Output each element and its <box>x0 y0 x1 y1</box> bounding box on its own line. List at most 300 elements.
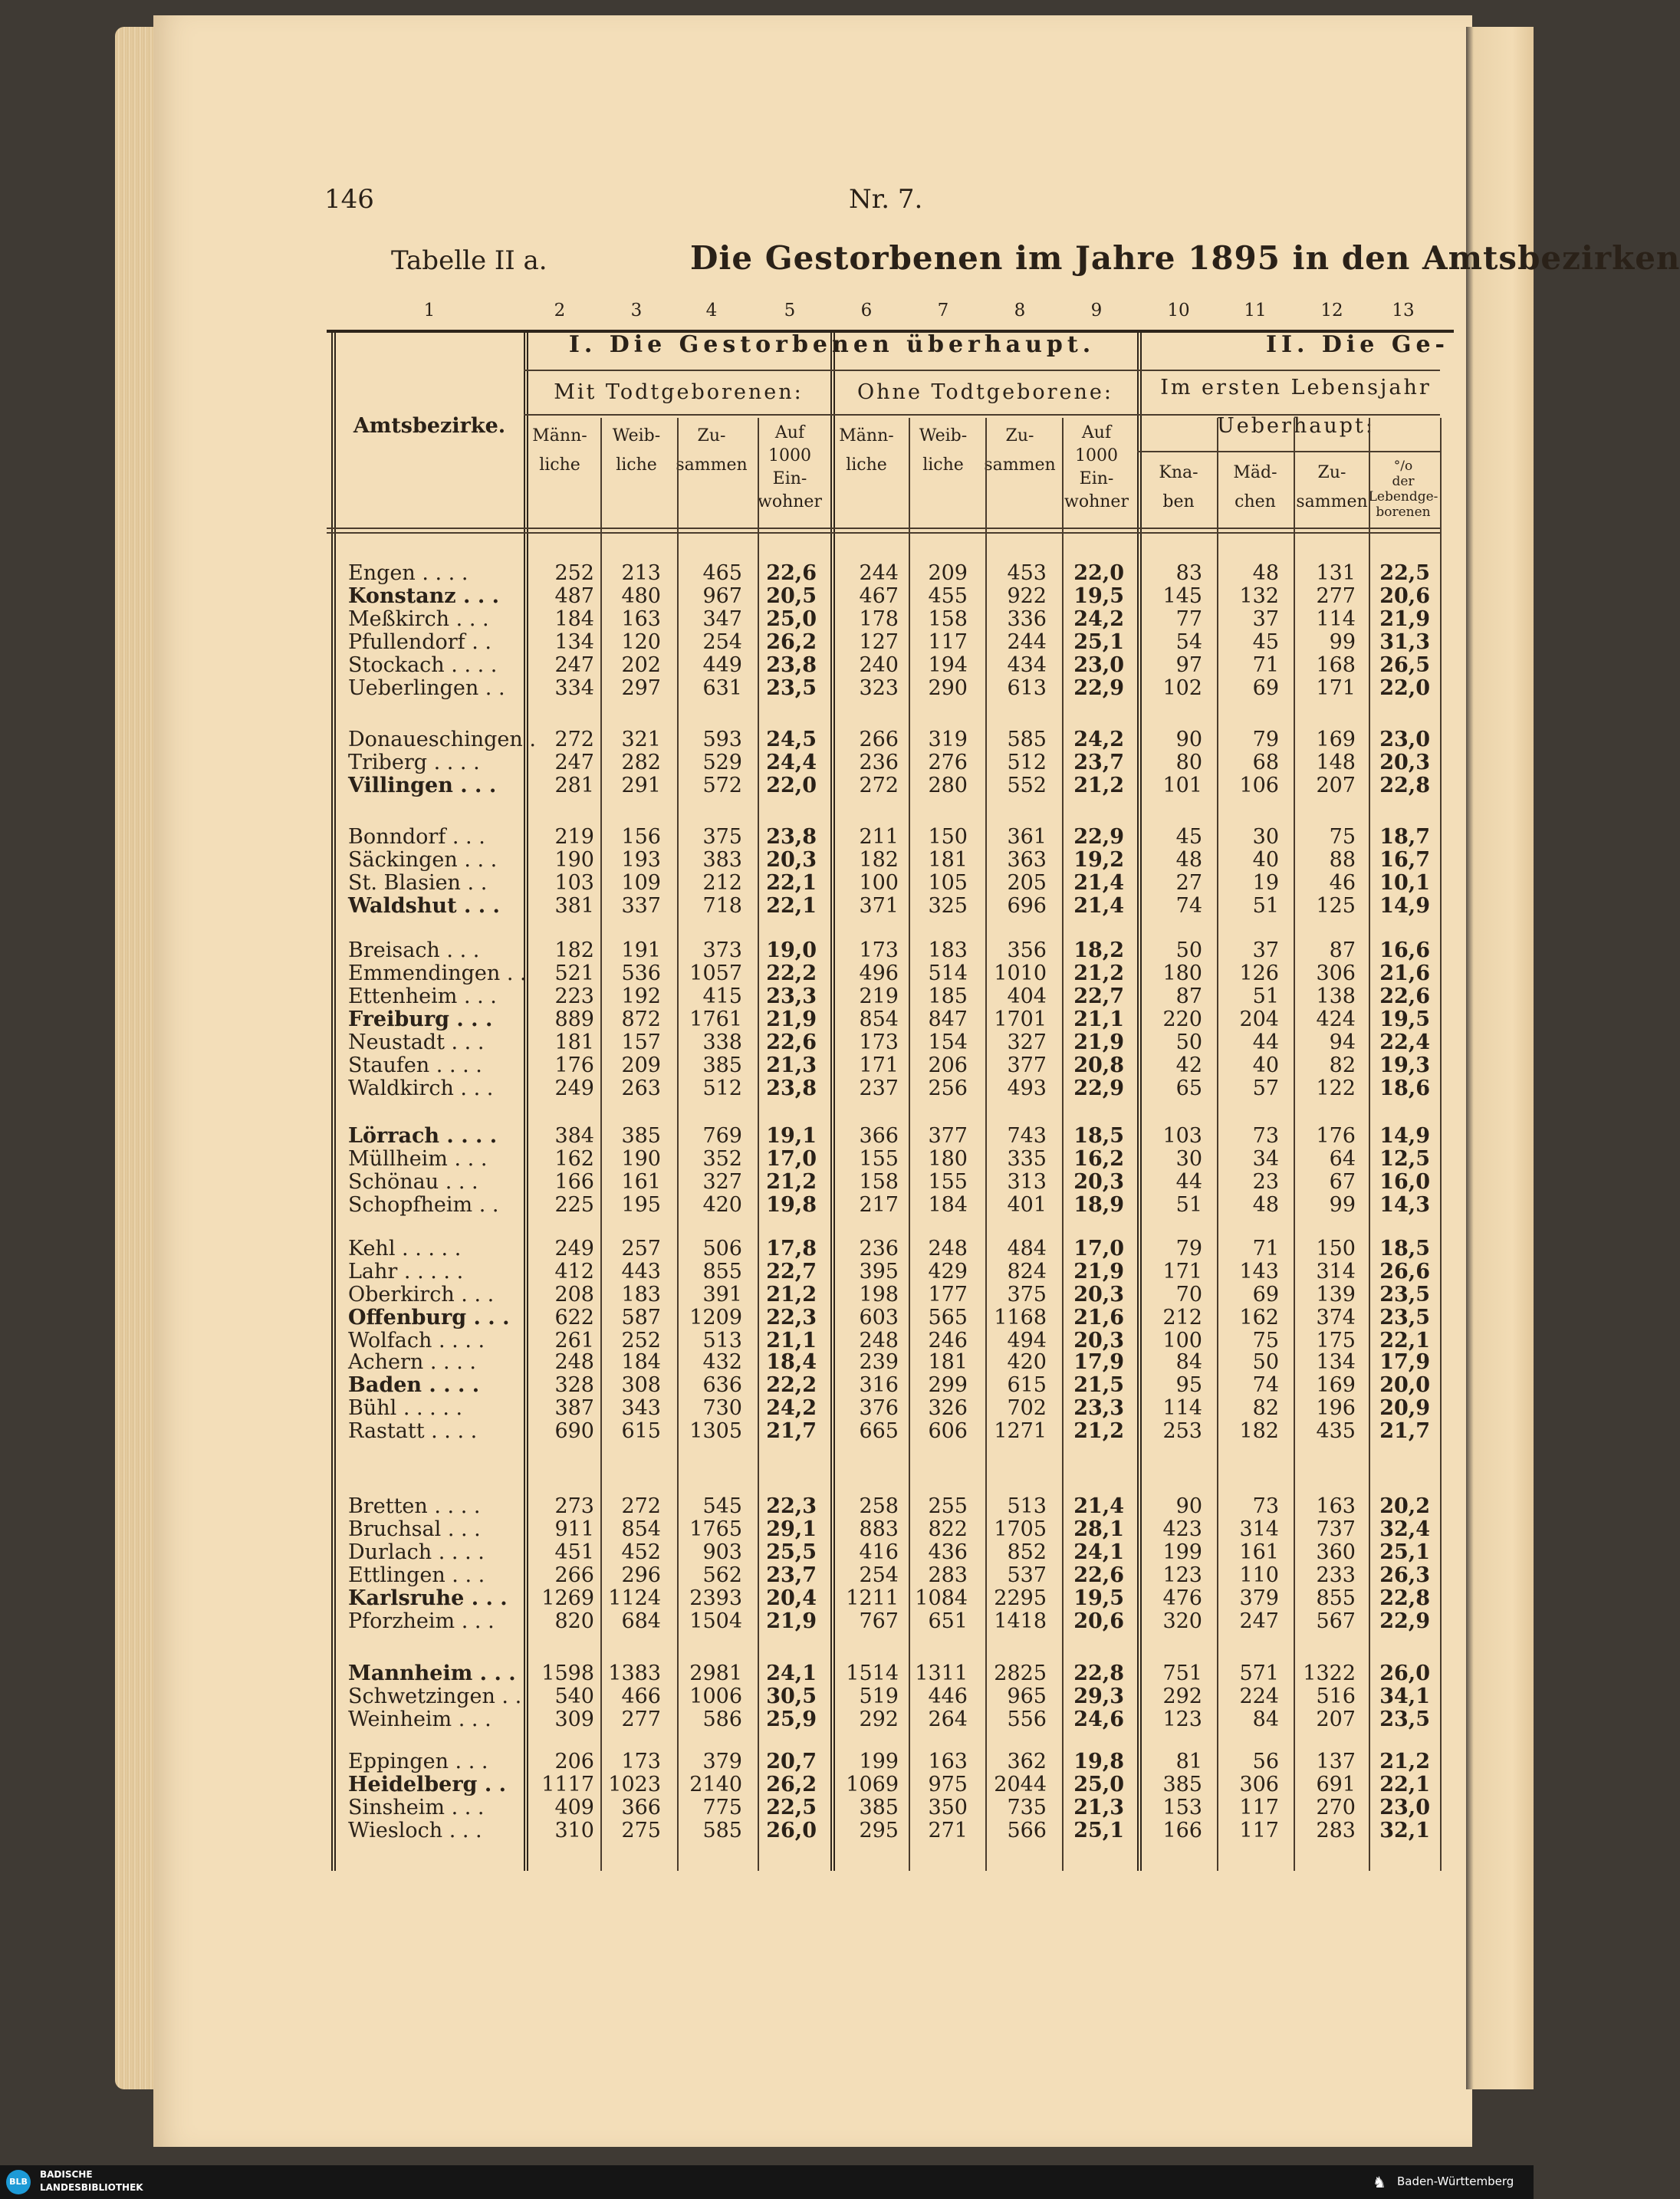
header-ohne-todtgeborene: Ohne Todtgeborene: <box>857 380 1113 404</box>
table-cell: 415 <box>702 984 742 1008</box>
table-cell: 19,1 <box>766 1124 817 1148</box>
column-header-line: Männ- <box>532 426 587 445</box>
table-cell: 37 <box>1252 607 1279 631</box>
table-cell: 424 <box>1316 1007 1356 1031</box>
table-cell: 110 <box>1239 1563 1279 1587</box>
table-cell: 314 <box>1316 1260 1356 1284</box>
column-header-line: Zu- <box>697 426 726 445</box>
table-cell: 21,6 <box>1073 1306 1124 1330</box>
table-cell: 132 <box>1239 584 1279 608</box>
table-cell: 299 <box>928 1373 968 1397</box>
table-cell: 21,3 <box>766 1053 817 1077</box>
column-header-line: chen <box>1235 492 1276 511</box>
district-name: Konstanz . . . <box>348 584 500 608</box>
table-cell: 40 <box>1252 848 1279 872</box>
table-cell: 309 <box>554 1708 594 1731</box>
district-name: Wolfach . . . . <box>348 1329 485 1353</box>
table-cell: 45 <box>1252 630 1279 654</box>
table-cell: 466 <box>621 1685 661 1708</box>
table-cell: 449 <box>702 653 742 677</box>
table-cell: 313 <box>1007 1170 1047 1194</box>
table-cell: 31,3 <box>1379 630 1430 654</box>
table-cell: 1383 <box>608 1662 661 1685</box>
table-cell: 21,3 <box>1073 1796 1124 1819</box>
column-header-line: Ein- <box>772 469 807 488</box>
district-name: Villingen . . . <box>348 774 497 797</box>
table-cell: 622 <box>554 1306 594 1330</box>
table-cell: 1023 <box>608 1773 661 1796</box>
table-cell: 14,9 <box>1379 1124 1430 1148</box>
table-cell: 603 <box>859 1306 899 1330</box>
table-cell: 24,5 <box>766 728 817 751</box>
table-cell: 22,9 <box>1073 1076 1124 1100</box>
column-header-prozent <box>1366 459 1440 520</box>
table-cell: 261 <box>554 1329 594 1353</box>
table-cell: 180 <box>1162 961 1202 985</box>
table-cell: 651 <box>928 1609 968 1633</box>
table-cell: 50 <box>1175 1030 1202 1054</box>
table-cell: 1765 <box>689 1517 742 1541</box>
table-cell: 1084 <box>915 1586 968 1610</box>
district-name: St. Blasien . . <box>348 871 488 895</box>
table-cell: 23,8 <box>766 653 817 677</box>
column-header-line: wohner <box>758 492 822 511</box>
table-cell: 156 <box>621 825 661 849</box>
table-cell: 169 <box>1316 1373 1356 1397</box>
table-cell: 178 <box>859 607 899 631</box>
table-cell: 585 <box>1007 728 1047 751</box>
table-cell: 57 <box>1252 1076 1279 1100</box>
district-name: Waldkirch . . . <box>348 1076 494 1100</box>
district-name: Waldshut . . . <box>348 894 500 918</box>
table-cell: 182 <box>859 848 899 872</box>
table-cell: 24,2 <box>1073 728 1124 751</box>
table-cell: 206 <box>554 1750 594 1773</box>
table-cell: 177 <box>928 1283 968 1307</box>
table-cell: 158 <box>859 1170 899 1194</box>
table-cell: 22,3 <box>766 1306 817 1330</box>
column-header-line: Kna- <box>1159 463 1198 482</box>
table-cell: 21,9 <box>766 1609 817 1633</box>
table-cell: 240 <box>859 653 899 677</box>
table-cell: 327 <box>1007 1030 1047 1054</box>
table-row <box>0 1750 1457 1773</box>
table-cell: 295 <box>859 1819 899 1842</box>
table-cell: 16,2 <box>1073 1147 1124 1171</box>
table-cell: 24,1 <box>766 1662 817 1685</box>
column-header-maennliche <box>830 422 903 480</box>
table-cell: 30 <box>1252 825 1279 849</box>
table-cell: 2140 <box>689 1773 742 1796</box>
table-cell: 631 <box>702 676 742 700</box>
table-cell: 22,6 <box>1379 984 1430 1008</box>
table-cell: 820 <box>554 1609 594 1633</box>
table-cell: 18,7 <box>1379 825 1430 849</box>
table-cell: 1504 <box>689 1609 742 1633</box>
table-cell: 206 <box>928 1053 968 1077</box>
table-cell: 87 <box>1175 984 1202 1008</box>
table-cell: 374 <box>1316 1306 1356 1330</box>
table-cell: 566 <box>1007 1819 1047 1842</box>
table-cell: 737 <box>1316 1517 1356 1541</box>
table-cell: 50 <box>1252 1350 1279 1374</box>
table-cell: 593 <box>702 728 742 751</box>
table-row <box>0 1819 1457 1842</box>
table-cell: 316 <box>859 1373 899 1397</box>
table-cell: 476 <box>1162 1586 1202 1610</box>
table-row <box>0 1125 1457 1148</box>
page-number: 146 <box>324 184 374 215</box>
table-cell: 254 <box>859 1563 899 1587</box>
table-cell: 22,1 <box>1379 1329 1430 1353</box>
table-cell: 480 <box>621 584 661 608</box>
table-cell: 131 <box>1316 561 1356 585</box>
table-cell: 154 <box>928 1030 968 1054</box>
table-cell: 73 <box>1252 1494 1279 1518</box>
table-cell: 26,2 <box>766 630 817 654</box>
table-cell: 18,5 <box>1073 1124 1124 1148</box>
table-cell: 1124 <box>608 1586 661 1610</box>
table-row <box>0 1008 1457 1031</box>
column-header-line: wohner <box>1064 492 1129 511</box>
table-column-rule <box>758 418 759 1871</box>
table-cell: 273 <box>554 1494 594 1518</box>
table-row <box>0 774 1457 797</box>
column-header-line: der <box>1392 474 1415 489</box>
table-cell: 487 <box>554 584 594 608</box>
table-cell: 297 <box>621 676 661 700</box>
table-row <box>0 1171 1457 1194</box>
table-cell: 665 <box>859 1419 899 1443</box>
table-cell: 1211 <box>846 1586 899 1610</box>
table-cell: 50 <box>1175 938 1202 962</box>
table-cell: 246 <box>928 1329 968 1353</box>
table-column-rule <box>1440 418 1442 1871</box>
table-cell: 199 <box>859 1750 899 1773</box>
table-cell: 292 <box>1162 1685 1202 1708</box>
table-cell: 21,6 <box>1379 961 1430 985</box>
district-name: Ettlingen . . . <box>348 1563 485 1587</box>
table-left-rule <box>331 330 336 1871</box>
table-row <box>0 895 1457 918</box>
district-name: Staufen . . . . <box>348 1053 482 1077</box>
table-row-rule <box>327 528 1440 529</box>
table-cell: 536 <box>621 961 661 985</box>
table-row <box>0 1307 1457 1330</box>
table-cell: 23,8 <box>766 1076 817 1100</box>
table-cell: 247 <box>1239 1609 1279 1633</box>
table-cell: 183 <box>928 938 968 962</box>
table-cell: 335 <box>1007 1147 1047 1171</box>
table-cell: 19,8 <box>766 1193 817 1217</box>
table-cell: 176 <box>554 1053 594 1077</box>
table-cell: 21,4 <box>1073 894 1124 918</box>
table-cell: 190 <box>554 848 594 872</box>
table-cell: 385 <box>702 1053 742 1077</box>
table-cell: 27 <box>1175 871 1202 895</box>
table-cell: 184 <box>621 1350 661 1374</box>
table-cell: 375 <box>702 825 742 849</box>
table-cell: 25,0 <box>1073 1773 1124 1796</box>
table-cell: 883 <box>859 1517 899 1541</box>
table-cell: 252 <box>621 1329 661 1353</box>
table-row <box>0 728 1457 751</box>
column-header-weibliche <box>600 422 673 480</box>
table-cell: 219 <box>554 825 594 849</box>
table-cell: 409 <box>554 1796 594 1819</box>
table-cell: 465 <box>702 561 742 585</box>
table-cell: 114 <box>1316 607 1356 631</box>
table-cell: 254 <box>702 630 742 654</box>
district-name: Bonndorf . . . <box>348 825 485 849</box>
table-cell: 452 <box>621 1540 661 1564</box>
table-row <box>0 1330 1457 1353</box>
table-row <box>0 849 1457 872</box>
table-cell: 266 <box>554 1563 594 1587</box>
table-cell: 29,1 <box>766 1517 817 1541</box>
table-cell: 244 <box>1007 630 1047 654</box>
table-cell: 292 <box>859 1708 899 1731</box>
table-cell: 161 <box>621 1170 661 1194</box>
district-name: Rastatt . . . . <box>348 1419 478 1443</box>
table-cell: 220 <box>1162 1007 1202 1031</box>
district-name: Pforzheim . . . <box>348 1609 495 1633</box>
table-row-rule <box>1137 451 1440 452</box>
table-row <box>0 939 1457 962</box>
column-header-zusammen <box>983 422 1057 480</box>
table-cell: 18,6 <box>1379 1076 1430 1100</box>
table-cell: 343 <box>621 1396 661 1420</box>
table-cell: 162 <box>1239 1306 1279 1330</box>
table-cell: 256 <box>928 1076 968 1100</box>
column-header-line: liche <box>846 455 887 475</box>
table-row <box>0 1518 1457 1541</box>
table-cell: 145 <box>1162 584 1202 608</box>
column-header-line: sammen <box>1296 492 1368 511</box>
column-number: 7 <box>937 301 949 320</box>
table-cell: 239 <box>859 1350 899 1374</box>
table-cell: 453 <box>1007 561 1047 585</box>
table-cell: 212 <box>702 871 742 895</box>
table-cell: 106 <box>1239 774 1279 797</box>
table-cell: 248 <box>859 1329 899 1353</box>
table-cell: 23,0 <box>1073 653 1124 677</box>
column-number: 6 <box>860 301 873 320</box>
table-cell: 194 <box>928 653 968 677</box>
table-cell: 21,7 <box>1379 1419 1430 1443</box>
table-row-rule <box>327 532 1440 534</box>
table-cell: 21,7 <box>766 1419 817 1443</box>
table-row <box>0 1662 1457 1685</box>
table-cell: 163 <box>928 1750 968 1773</box>
table-cell: 1006 <box>689 1685 742 1708</box>
table-cell: 21,2 <box>1073 774 1124 797</box>
table-cell: 20,0 <box>1379 1373 1430 1397</box>
table-cell: 54 <box>1175 630 1202 654</box>
table-row <box>0 751 1457 774</box>
table-cell: 126 <box>1239 961 1279 985</box>
table-cell: 565 <box>928 1306 968 1330</box>
table-cell: 90 <box>1175 1494 1202 1518</box>
table-cell: 347 <box>702 607 742 631</box>
table-cell: 420 <box>1007 1350 1047 1374</box>
table-cell: 352 <box>702 1147 742 1171</box>
table-cell: 338 <box>702 1030 742 1054</box>
table-row <box>0 1374 1457 1397</box>
table-cell: 173 <box>859 1030 899 1054</box>
table-cell: 127 <box>859 630 899 654</box>
table-cell: 24,4 <box>766 751 817 774</box>
table-cell: 1057 <box>689 961 742 985</box>
table-cell: 153 <box>1162 1796 1202 1819</box>
table-cell: 852 <box>1007 1540 1047 1564</box>
table-cell: 872 <box>621 1007 661 1031</box>
table-cell: 1514 <box>846 1662 899 1685</box>
table-cell: 117 <box>1239 1819 1279 1842</box>
column-header-line: liche <box>616 455 657 475</box>
blb-logo-icon: BLB <box>6 2170 31 2194</box>
table-cell: 22,1 <box>1379 1773 1430 1796</box>
table-cell: 571 <box>1239 1662 1279 1685</box>
table-cell: 767 <box>859 1609 899 1633</box>
table-cell: 23,5 <box>1379 1283 1430 1307</box>
table-cell: 556 <box>1007 1708 1047 1731</box>
table-cell: 1418 <box>994 1609 1047 1633</box>
table-cell: 46 <box>1329 871 1356 895</box>
district-name: Schwetzingen . . <box>348 1685 522 1708</box>
table-row <box>0 1564 1457 1587</box>
table-cell: 735 <box>1007 1796 1047 1819</box>
table-cell: 25,9 <box>766 1708 817 1731</box>
column-header-line: Zu- <box>1005 426 1034 445</box>
district-name: Heidelberg . . <box>348 1773 507 1796</box>
table-cell: 176 <box>1316 1124 1356 1148</box>
table-cell: 22,8 <box>1379 1586 1430 1610</box>
table-cell: 606 <box>928 1419 968 1443</box>
table-column-rule <box>1137 330 1142 1871</box>
table-cell: 854 <box>859 1007 899 1031</box>
table-cell: 21,9 <box>1073 1260 1124 1284</box>
table-cell: 587 <box>621 1306 661 1330</box>
table-cell: 20,6 <box>1073 1609 1124 1633</box>
table-cell: 44 <box>1252 1030 1279 1054</box>
table-row <box>0 1054 1457 1077</box>
table-cell: 446 <box>928 1685 968 1708</box>
table-cell: 23,3 <box>766 984 817 1008</box>
table-cell: 101 <box>1162 774 1202 797</box>
table-cell: 360 <box>1316 1540 1356 1564</box>
table-cell: 350 <box>928 1796 968 1819</box>
table-cell: 375 <box>1007 1283 1047 1307</box>
table-cell: 362 <box>1007 1750 1047 1773</box>
table-cell: 20,4 <box>766 1586 817 1610</box>
table-cell: 540 <box>554 1685 594 1708</box>
table-cell: 423 <box>1162 1517 1202 1541</box>
table-cell: 371 <box>859 894 899 918</box>
table-row <box>0 654 1457 677</box>
table-cell: 148 <box>1316 751 1356 774</box>
table-cell: 1311 <box>915 1662 968 1685</box>
table-cell: 16,7 <box>1379 848 1430 872</box>
table-cell: 87 <box>1329 938 1356 962</box>
table-cell: 255 <box>928 1494 968 1518</box>
table-cell: 22,9 <box>1379 1609 1430 1633</box>
table-cell: 1701 <box>994 1007 1047 1031</box>
table-row-rule <box>524 370 1440 371</box>
table-cell: 319 <box>928 728 968 751</box>
table-cell: 248 <box>928 1237 968 1261</box>
table-cell: 23 <box>1252 1170 1279 1194</box>
table-cell: 494 <box>1007 1329 1047 1353</box>
table-cell: 690 <box>554 1419 594 1443</box>
table-cell: 223 <box>554 984 594 1008</box>
table-cell: 69 <box>1252 1283 1279 1307</box>
table-cell: 1761 <box>689 1007 742 1031</box>
table-cell: 327 <box>702 1170 742 1194</box>
table-cell: 20,5 <box>766 584 817 608</box>
column-number: 13 <box>1392 301 1415 320</box>
table-cell: 28,1 <box>1073 1517 1124 1541</box>
table-cell: 184 <box>554 607 594 631</box>
table-row <box>0 1587 1457 1610</box>
table-row <box>0 985 1457 1008</box>
table-cell: 56 <box>1252 1750 1279 1773</box>
table-cell: 291 <box>621 774 661 797</box>
table-cell: 79 <box>1175 1237 1202 1261</box>
table-cell: 184 <box>928 1193 968 1217</box>
table-row <box>0 677 1457 700</box>
table-cell: 636 <box>702 1373 742 1397</box>
table-cell: 45 <box>1175 825 1202 849</box>
table-cell: 94 <box>1329 1030 1356 1054</box>
table-cell: 26,6 <box>1379 1260 1430 1284</box>
table-cell: 253 <box>1162 1419 1202 1443</box>
table-cell: 117 <box>1239 1796 1279 1819</box>
table-cell: 25,1 <box>1073 1819 1124 1842</box>
table-cell: 387 <box>554 1396 594 1420</box>
table-cell: 385 <box>621 1124 661 1148</box>
library-name <box>40 2168 143 2194</box>
table-cell: 22,5 <box>766 1796 817 1819</box>
table-cell: 395 <box>859 1260 899 1284</box>
table-cell: 163 <box>1316 1494 1356 1518</box>
table-cell: 51 <box>1252 984 1279 1008</box>
table-cell: 183 <box>621 1283 661 1307</box>
table-cell: 22,9 <box>1073 825 1124 849</box>
table-cell: 1305 <box>689 1419 742 1443</box>
table-cell: 537 <box>1007 1563 1047 1587</box>
table-cell: 326 <box>928 1396 968 1420</box>
table-cell: 204 <box>1239 1007 1279 1031</box>
table-cell: 1168 <box>994 1306 1047 1330</box>
column-header-line: sammen <box>676 455 748 475</box>
table-cell: 209 <box>928 561 968 585</box>
table-row <box>0 585 1457 608</box>
table-cell: 20,9 <box>1379 1396 1430 1420</box>
table-cell: 22,6 <box>766 561 817 585</box>
table-row <box>0 1351 1457 1374</box>
column-number: 5 <box>784 301 796 320</box>
table-cell: 162 <box>554 1147 594 1171</box>
table-row <box>0 872 1457 895</box>
table-cell: 65 <box>1175 1076 1202 1100</box>
table-cell: 257 <box>621 1237 661 1261</box>
table-cell: 70 <box>1175 1283 1202 1307</box>
table-cell: 23,0 <box>1379 1796 1430 1819</box>
table-cell: 22,8 <box>1073 1662 1124 1685</box>
table-cell: 22,0 <box>1073 561 1124 585</box>
table-cell: 586 <box>702 1708 742 1731</box>
